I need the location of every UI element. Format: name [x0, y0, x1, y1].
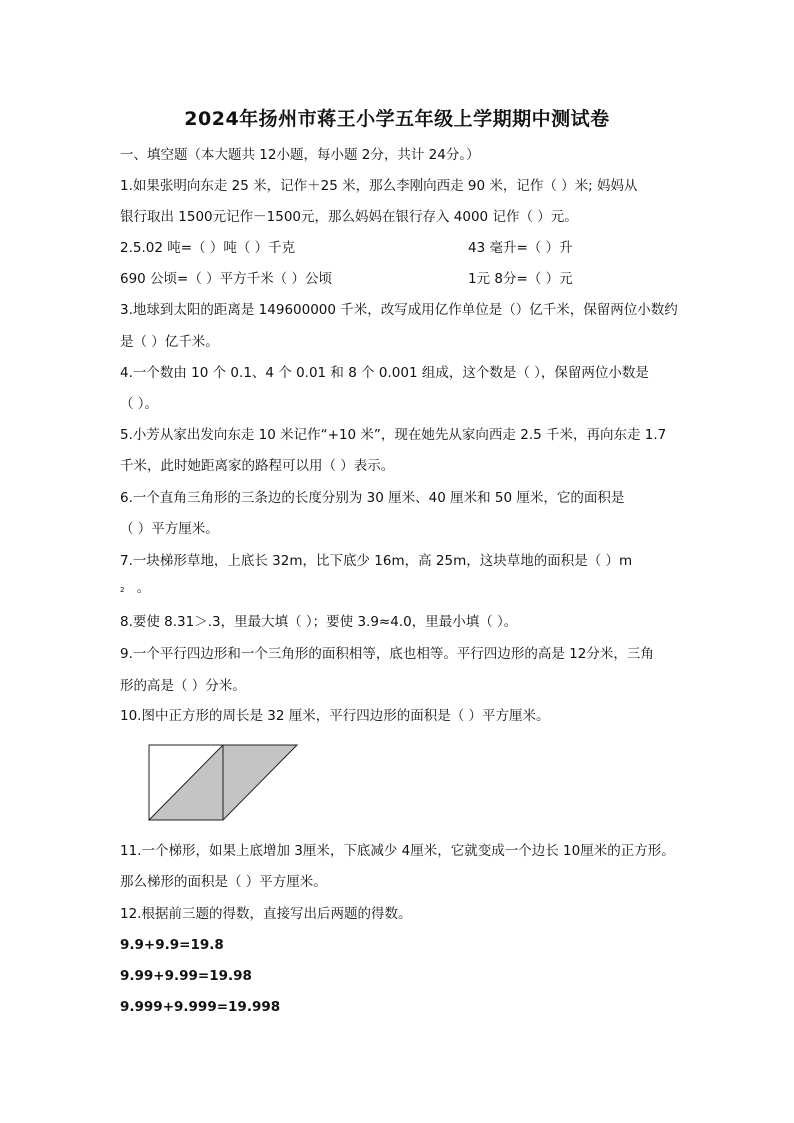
question-2-line-2-left: 690 公顷=（ ）平方千米（ ）公顷 [120, 271, 332, 287]
superscript-2: 2 [120, 586, 125, 594]
question-2-line-1-left: 2.5.02 吨=（ ）吨（ ）千克 [120, 240, 296, 256]
question-6-line-1: 6.一个直角三角形的三条边的长度分别为 30 厘米、40 厘米和 50 厘米，它的面积是 [120, 490, 625, 506]
equation-1: 9.9+9.9=19.8 [120, 937, 224, 953]
question-4-line-2: （ ）。 [120, 396, 159, 412]
question-12: 12.根据前三题的得数，直接写出后两题的得数。 [120, 906, 412, 922]
page-title: 2024年扬州市蒋王小学五年级上学期期中测试卷 [184, 108, 610, 130]
question-1-line-2: 银行取出 1500元记作－1500元，那么妈妈在银行存入 4000 记作（ ）元。 [120, 209, 578, 225]
section-heading: 一、填空题（本大题共 12小题，每小题 2分，共计 24分。） [120, 147, 480, 163]
question-3-line-1: 3.地球到太阳的距离是 149600000 千米，改写成用亿作单位是（）亿千米，保留两位小数约 [120, 302, 678, 318]
question-9-line-2: 形的高是（ ）分米。 [120, 678, 246, 694]
question-2-line-1-right: 43 毫升=（ ）升 [468, 240, 573, 256]
question-9-line-1: 9.一个平行四边形和一个三角形的面积相等，底也相等。平行四边形的高是 12分米，三角 [120, 646, 654, 662]
question-3-line-2: 是（ ）亿千米。 [120, 334, 219, 350]
question-5-line-1: 5.小芳从家出发向东走 10 米记作“+10 米”，现在她先从家向西走 2.5 千米，再向东走 1.7 [120, 427, 667, 443]
question-4-line-1: 4.一个数由 10 个 0.1、4 个 0.01 和 8 个 0.001 组成，这个数是（ ），保留两位小数是 [120, 365, 649, 381]
square-parallelogram-figure [148, 744, 300, 822]
question-2-line-2-right: 1元 8分=（ ）元 [468, 271, 573, 287]
equation-2: 9.99+9.99=19.98 [120, 968, 252, 984]
question-6-line-2: （ ）平方厘米。 [120, 521, 219, 537]
equation-3: 9.999+9.999=19.998 [120, 999, 281, 1015]
question-11-line-1: 11.一个梯形，如果上底增加 3厘米，下底减少 4厘米，它就变成一个边长 10厘米的正方形。 [120, 843, 675, 859]
question-7-line-2 [120, 578, 150, 600]
question-1-line-1: 1.如果张明向东走 25 米，记作＋25 米，那么李刚向西走 90 米，记作（ ）米; 妈妈从 [120, 178, 638, 194]
question-10: 10.图中正方形的周长是 32 厘米，平行四边形的面积是（ ）平方厘米。 [120, 708, 550, 724]
question-5-line-2: 千米，此时她距离家的路程可以用（ ）表示。 [120, 458, 395, 474]
question-7-line-1: 7.一块梯形草地，上底长 32m，比下底少 16m，高 25m，这块草地的面积是（ ）m [120, 553, 633, 569]
question-11-line-2: 那么梯形的面积是（ ）平方厘米。 [120, 874, 327, 890]
period: 。 [136, 580, 151, 596]
question-8: 8.要使 8.31＞.3，里最大填（ ）；要使 3.9≈4.0，里最小填（ ）。 [120, 614, 518, 630]
